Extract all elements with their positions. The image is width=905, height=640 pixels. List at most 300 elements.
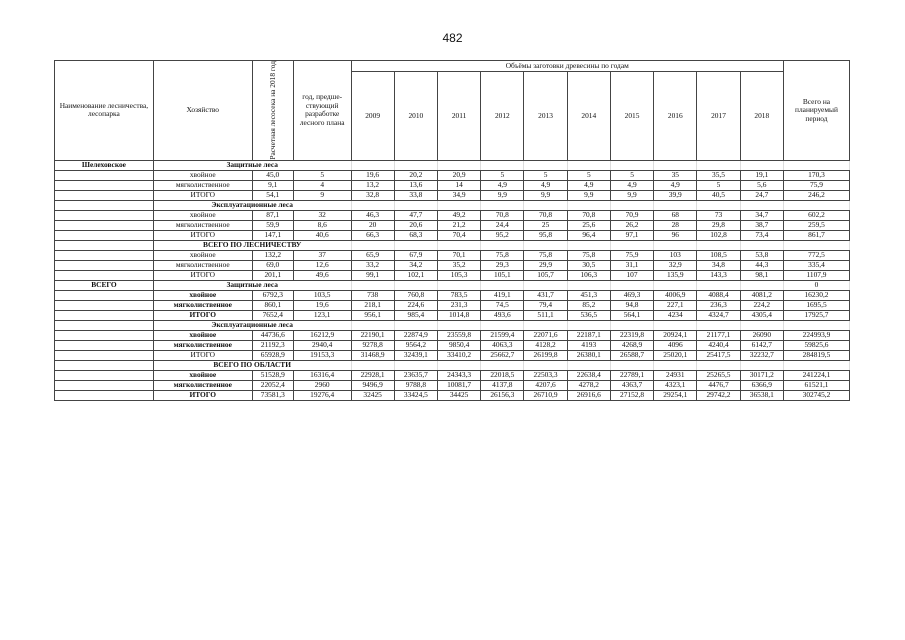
value-cell: 224,2 <box>740 300 783 310</box>
farm-label-cell: ИТОГО <box>153 350 252 360</box>
value-cell <box>697 360 740 370</box>
value-cell: 70,4 <box>437 230 480 240</box>
value-cell: 25,6 <box>567 220 610 230</box>
value-cell <box>524 240 567 250</box>
value-cell: 25662,7 <box>481 350 524 360</box>
value-cell: 51528,9 <box>252 370 293 380</box>
value-cell: 4,9 <box>610 180 653 190</box>
value-cell: 22319,8 <box>610 330 653 340</box>
value-cell: 13,2 <box>351 180 394 190</box>
value-cell: 956,1 <box>351 310 394 320</box>
value-cell <box>437 320 480 330</box>
value-cell: 25265,5 <box>697 370 740 380</box>
value-cell <box>654 240 697 250</box>
value-cell: 79,4 <box>524 300 567 310</box>
forestry-name-cell <box>55 330 154 340</box>
value-cell: 6792,3 <box>252 290 293 300</box>
value-cell: 20,9 <box>437 170 480 180</box>
value-cell: 335,4 <box>783 260 849 270</box>
value-cell <box>481 360 524 370</box>
value-cell: 94,8 <box>610 300 653 310</box>
value-cell: 26156,3 <box>481 390 524 400</box>
value-cell <box>524 200 567 210</box>
table-header <box>55 61 850 161</box>
value-cell: 107 <box>610 270 653 280</box>
value-cell <box>481 320 524 330</box>
value-cell: 10081,7 <box>437 380 480 390</box>
value-cell: 9496,9 <box>351 380 394 390</box>
value-cell: 738 <box>351 290 394 300</box>
value-cell: 19153,3 <box>293 350 351 360</box>
header-year: 2014 <box>567 72 610 161</box>
value-cell: 20924,1 <box>654 330 697 340</box>
value-cell: 760,8 <box>394 290 437 300</box>
value-cell: 37 <box>293 250 351 260</box>
harvest-volume-table <box>54 60 850 401</box>
value-cell: 19276,4 <box>293 390 351 400</box>
value-cell: 5 <box>481 170 524 180</box>
value-cell <box>481 200 524 210</box>
value-cell: 34,8 <box>697 260 740 270</box>
forestry-name-cell <box>55 260 154 270</box>
value-cell: 29254,1 <box>654 390 697 400</box>
value-cell: 1695,5 <box>783 300 849 310</box>
value-cell: 4363,7 <box>610 380 653 390</box>
value-cell <box>481 280 524 290</box>
value-cell: 21,2 <box>437 220 480 230</box>
value-cell: 4234 <box>654 310 697 320</box>
value-cell: 22638,4 <box>567 370 610 380</box>
table-row <box>55 320 850 330</box>
value-cell: 21599,4 <box>481 330 524 340</box>
farm-label-cell: Эксплуатационные леса <box>153 200 351 210</box>
value-cell: 24343,3 <box>437 370 480 380</box>
value-cell: 40,5 <box>697 190 740 200</box>
value-cell: 241224,1 <box>783 370 849 380</box>
forestry-name-cell <box>55 380 154 390</box>
value-cell: 536,5 <box>567 310 610 320</box>
header-total: Всего на планируемый период <box>783 61 849 161</box>
table-row <box>55 190 850 200</box>
value-cell: 70,8 <box>481 210 524 220</box>
value-cell: 9788,8 <box>394 380 437 390</box>
value-cell: 65,9 <box>351 250 394 260</box>
farm-label-cell: ИТОГО <box>153 190 252 200</box>
value-cell: 16212,9 <box>293 330 351 340</box>
value-cell: 22874,9 <box>394 330 437 340</box>
value-cell <box>610 360 653 370</box>
value-cell: 4006,9 <box>654 290 697 300</box>
value-cell: 25020,1 <box>654 350 697 360</box>
value-cell <box>351 280 394 290</box>
value-cell: 29,9 <box>524 260 567 270</box>
value-cell <box>437 200 480 210</box>
value-cell: 123,1 <box>293 310 351 320</box>
value-cell: 85,2 <box>567 300 610 310</box>
value-cell: 29,3 <box>481 260 524 270</box>
value-cell: 860,1 <box>252 300 293 310</box>
value-cell: 21192,3 <box>252 340 293 350</box>
value-cell <box>567 160 610 170</box>
value-cell: 34,7 <box>740 210 783 220</box>
forestry-name-cell <box>55 200 154 210</box>
value-cell: 75,8 <box>524 250 567 260</box>
value-cell: 49,2 <box>437 210 480 220</box>
value-cell <box>524 160 567 170</box>
value-cell <box>394 320 437 330</box>
value-cell: 103,5 <box>293 290 351 300</box>
value-cell: 96,4 <box>567 230 610 240</box>
value-cell: 493,6 <box>481 310 524 320</box>
value-cell: 73 <box>697 210 740 220</box>
value-cell: 5 <box>697 180 740 190</box>
value-cell <box>567 320 610 330</box>
farm-label-cell: хвойное <box>153 170 252 180</box>
value-cell: 4088,4 <box>697 290 740 300</box>
value-cell: 22190,1 <box>351 330 394 340</box>
value-cell: 30171,2 <box>740 370 783 380</box>
value-cell: 5 <box>567 170 610 180</box>
value-cell <box>654 280 697 290</box>
value-cell: 25417,5 <box>697 350 740 360</box>
value-cell: 66,3 <box>351 230 394 240</box>
value-cell: 4324,7 <box>697 310 740 320</box>
value-cell: 21177,1 <box>697 330 740 340</box>
value-cell <box>524 360 567 370</box>
value-cell: 32425 <box>351 390 394 400</box>
value-cell: 2940,4 <box>293 340 351 350</box>
farm-label-cell: мягколиственное <box>153 180 252 190</box>
value-cell: 38,7 <box>740 220 783 230</box>
value-cell: 16230,2 <box>783 290 849 300</box>
value-cell: 9,9 <box>524 190 567 200</box>
forestry-name-cell <box>55 170 154 180</box>
value-cell: 49,6 <box>293 270 351 280</box>
table-row <box>55 280 850 290</box>
value-cell: 54,1 <box>252 190 293 200</box>
value-cell <box>697 200 740 210</box>
table-row <box>55 330 850 340</box>
value-cell: 97,1 <box>610 230 653 240</box>
value-cell: 9,9 <box>567 190 610 200</box>
value-cell <box>481 160 524 170</box>
value-cell <box>394 280 437 290</box>
value-cell: 132,2 <box>252 250 293 260</box>
table-row <box>55 240 850 250</box>
value-cell: 70,8 <box>567 210 610 220</box>
value-cell: 102,8 <box>697 230 740 240</box>
value-cell <box>437 280 480 290</box>
value-cell: 201,1 <box>252 270 293 280</box>
value-cell <box>394 240 437 250</box>
value-cell: 32 <box>293 210 351 220</box>
header-rated-cut: Расчетная лесосека на 2018 год <box>252 61 293 161</box>
value-cell <box>351 160 394 170</box>
header-year: 2017 <box>697 72 740 161</box>
value-cell: 34,9 <box>437 190 480 200</box>
value-cell: 25 <box>524 220 567 230</box>
value-cell <box>654 200 697 210</box>
forestry-name-cell <box>55 240 154 250</box>
value-cell: 9850,4 <box>437 340 480 350</box>
table-row <box>55 360 850 370</box>
value-cell: 98,1 <box>740 270 783 280</box>
value-cell: 19,6 <box>293 300 351 310</box>
value-cell: 26,2 <box>610 220 653 230</box>
page-number: 482 <box>442 31 463 45</box>
value-cell: 227,1 <box>654 300 697 310</box>
value-cell: 16316,4 <box>293 370 351 380</box>
value-cell: 4,9 <box>654 180 697 190</box>
farm-label-cell: Эксплуатационные леса <box>153 320 351 330</box>
value-cell: 302745,2 <box>783 390 849 400</box>
forestry-name-cell <box>55 320 154 330</box>
header-forestry: Наименование лесничества, лесопарка <box>55 61 154 161</box>
value-cell: 9,1 <box>252 180 293 190</box>
value-cell: 23559,8 <box>437 330 480 340</box>
value-cell: 4096 <box>654 340 697 350</box>
value-cell: 106,3 <box>567 270 610 280</box>
value-cell: 24931 <box>654 370 697 380</box>
value-cell: 65928,9 <box>252 350 293 360</box>
value-cell: 511,1 <box>524 310 567 320</box>
value-cell: 46,3 <box>351 210 394 220</box>
value-cell: 33424,5 <box>394 390 437 400</box>
farm-label-cell: ИТОГО <box>153 230 252 240</box>
value-cell: 6142,7 <box>740 340 783 350</box>
header-year: 2018 <box>740 72 783 161</box>
value-cell: 35,5 <box>697 170 740 180</box>
value-cell: 284819,5 <box>783 350 849 360</box>
value-cell: 35,2 <box>437 260 480 270</box>
value-cell: 4323,1 <box>654 380 697 390</box>
value-cell: 2960 <box>293 380 351 390</box>
value-cell: 861,7 <box>783 230 849 240</box>
value-cell: 29742,2 <box>697 390 740 400</box>
value-cell: 4,9 <box>524 180 567 190</box>
value-cell: 61521,1 <box>783 380 849 390</box>
value-cell: 96 <box>654 230 697 240</box>
value-cell: 74,5 <box>481 300 524 310</box>
value-cell <box>654 360 697 370</box>
value-cell: 602,2 <box>783 210 849 220</box>
value-cell: 44,3 <box>740 260 783 270</box>
value-cell: 4137,8 <box>481 380 524 390</box>
value-cell: 40,6 <box>293 230 351 240</box>
forestry-name-cell <box>55 310 154 320</box>
table-row <box>55 350 850 360</box>
value-cell: 231,3 <box>437 300 480 310</box>
value-cell: 59,9 <box>252 220 293 230</box>
value-cell: 45,0 <box>252 170 293 180</box>
value-cell: 451,3 <box>567 290 610 300</box>
value-cell: 68 <box>654 210 697 220</box>
value-cell: 22071,6 <box>524 330 567 340</box>
value-cell: 29,8 <box>697 220 740 230</box>
value-cell: 39,9 <box>654 190 697 200</box>
table-row <box>55 260 850 270</box>
value-cell <box>567 200 610 210</box>
value-cell: 17925,7 <box>783 310 849 320</box>
value-cell: 22187,1 <box>567 330 610 340</box>
value-cell: 4081,2 <box>740 290 783 300</box>
value-cell <box>740 160 783 170</box>
forestry-name-cell <box>55 220 154 230</box>
value-cell: 31468,9 <box>351 350 394 360</box>
value-cell: 69,0 <box>252 260 293 270</box>
value-cell: 32,9 <box>654 260 697 270</box>
value-cell: 4305,4 <box>740 310 783 320</box>
value-cell <box>610 240 653 250</box>
table-row <box>55 300 850 310</box>
value-cell <box>654 160 697 170</box>
value-cell: 143,3 <box>697 270 740 280</box>
farm-label-cell: мягколиственное <box>153 340 252 350</box>
farm-label-cell: ВСЕГО ПО ОБЛАСТИ <box>153 360 351 370</box>
table-row <box>55 290 850 300</box>
farm-label-cell: мягколиственное <box>153 220 252 230</box>
farm-label-cell: хвойное <box>153 210 252 220</box>
value-cell: 44736,6 <box>252 330 293 340</box>
value-cell: 22503,3 <box>524 370 567 380</box>
value-cell: 75,8 <box>481 250 524 260</box>
farm-label-cell: хвойное <box>153 290 252 300</box>
header-volumes-group: Объёмы заготовки древесины по годам <box>351 61 783 72</box>
value-cell: 4063,3 <box>481 340 524 350</box>
value-cell: 73581,3 <box>252 390 293 400</box>
value-cell: 28 <box>654 220 697 230</box>
value-cell: 22789,1 <box>610 370 653 380</box>
value-cell: 4193 <box>567 340 610 350</box>
value-cell: 68,3 <box>394 230 437 240</box>
forestry-name-cell <box>55 390 154 400</box>
value-cell: 9564,2 <box>394 340 437 350</box>
table-row <box>55 390 850 400</box>
value-cell <box>567 280 610 290</box>
value-cell: 70,8 <box>524 210 567 220</box>
header-year: 2010 <box>394 72 437 161</box>
value-cell: 259,5 <box>783 220 849 230</box>
value-cell: 34425 <box>437 390 480 400</box>
value-cell: 783,5 <box>437 290 480 300</box>
value-cell: 99,1 <box>351 270 394 280</box>
value-cell <box>740 320 783 330</box>
value-cell: 20 <box>351 220 394 230</box>
value-cell: 135,9 <box>654 270 697 280</box>
value-cell: 19,1 <box>740 170 783 180</box>
forestry-name-cell <box>55 270 154 280</box>
header-previous-year: год, предше- ствующий разработке лесного плана <box>293 61 351 161</box>
header-farm: Хозяйство <box>153 61 252 161</box>
forestry-name-cell <box>55 290 154 300</box>
header-year: 2013 <box>524 72 567 161</box>
value-cell: 95,8 <box>524 230 567 240</box>
forestry-name-cell <box>55 350 154 360</box>
header-year: 2016 <box>654 72 697 161</box>
value-cell <box>654 320 697 330</box>
value-cell: 26199,8 <box>524 350 567 360</box>
value-cell: 4207,6 <box>524 380 567 390</box>
value-cell: 4476,7 <box>697 380 740 390</box>
farm-label-cell: хвойное <box>153 250 252 260</box>
farm-label-cell: мягколиственное <box>153 260 252 270</box>
farm-label-cell: мягколиственное <box>153 300 252 310</box>
table-row <box>55 340 850 350</box>
value-cell: 22928,1 <box>351 370 394 380</box>
table-row <box>55 270 850 280</box>
value-cell: 20,6 <box>394 220 437 230</box>
farm-label-cell: ИТОГО <box>153 270 252 280</box>
value-cell <box>783 360 849 370</box>
value-cell: 108,5 <box>697 250 740 260</box>
forestry-name-cell <box>55 210 154 220</box>
value-cell: 4278,2 <box>567 380 610 390</box>
value-cell <box>697 160 740 170</box>
value-cell <box>610 280 653 290</box>
value-cell: 147,1 <box>252 230 293 240</box>
table-row <box>55 380 850 390</box>
value-cell: 47,7 <box>394 210 437 220</box>
header-year: 2011 <box>437 72 480 161</box>
table-row <box>55 210 850 220</box>
value-cell: 985,4 <box>394 310 437 320</box>
farm-label-cell: ИТОГО <box>153 390 252 400</box>
value-cell: 5 <box>293 170 351 180</box>
value-cell: 9,9 <box>481 190 524 200</box>
table-row <box>55 250 850 260</box>
farm-label-cell: ВСЕГО ПО ЛЕСНИЧЕСТВУ <box>153 240 351 250</box>
value-cell: 4240,4 <box>697 340 740 350</box>
value-cell: 32439,1 <box>394 350 437 360</box>
forestry-name-cell <box>55 300 154 310</box>
value-cell: 22052,4 <box>252 380 293 390</box>
value-cell: 87,1 <box>252 210 293 220</box>
value-cell: 27152,8 <box>610 390 653 400</box>
value-cell: 23635,7 <box>394 370 437 380</box>
value-cell <box>610 200 653 210</box>
value-cell: 772,5 <box>783 250 849 260</box>
value-cell: 5 <box>610 170 653 180</box>
value-cell: 20,2 <box>394 170 437 180</box>
value-cell <box>437 240 480 250</box>
value-cell: 4128,2 <box>524 340 567 350</box>
value-cell: 1107,9 <box>783 270 849 280</box>
value-cell: 26916,6 <box>567 390 610 400</box>
value-cell <box>524 320 567 330</box>
value-cell: 236,3 <box>697 300 740 310</box>
value-cell <box>697 280 740 290</box>
value-cell: 0 <box>783 280 849 290</box>
value-cell: 26588,7 <box>610 350 653 360</box>
value-cell: 36538,1 <box>740 390 783 400</box>
value-cell <box>567 240 610 250</box>
value-cell: 246,2 <box>783 190 849 200</box>
value-cell <box>567 360 610 370</box>
value-cell: 9,9 <box>610 190 653 200</box>
farm-label-cell: Защитные леса <box>153 280 351 290</box>
farm-label-cell: хвойное <box>153 370 252 380</box>
value-cell: 75,9 <box>783 180 849 190</box>
value-cell: 67,9 <box>394 250 437 260</box>
value-cell <box>610 160 653 170</box>
value-cell <box>394 200 437 210</box>
value-cell: 431,7 <box>524 290 567 300</box>
value-cell: 4,9 <box>567 180 610 190</box>
value-cell: 9278,8 <box>351 340 394 350</box>
table-row <box>55 230 850 240</box>
value-cell: 4,9 <box>481 180 524 190</box>
value-cell: 218,1 <box>351 300 394 310</box>
